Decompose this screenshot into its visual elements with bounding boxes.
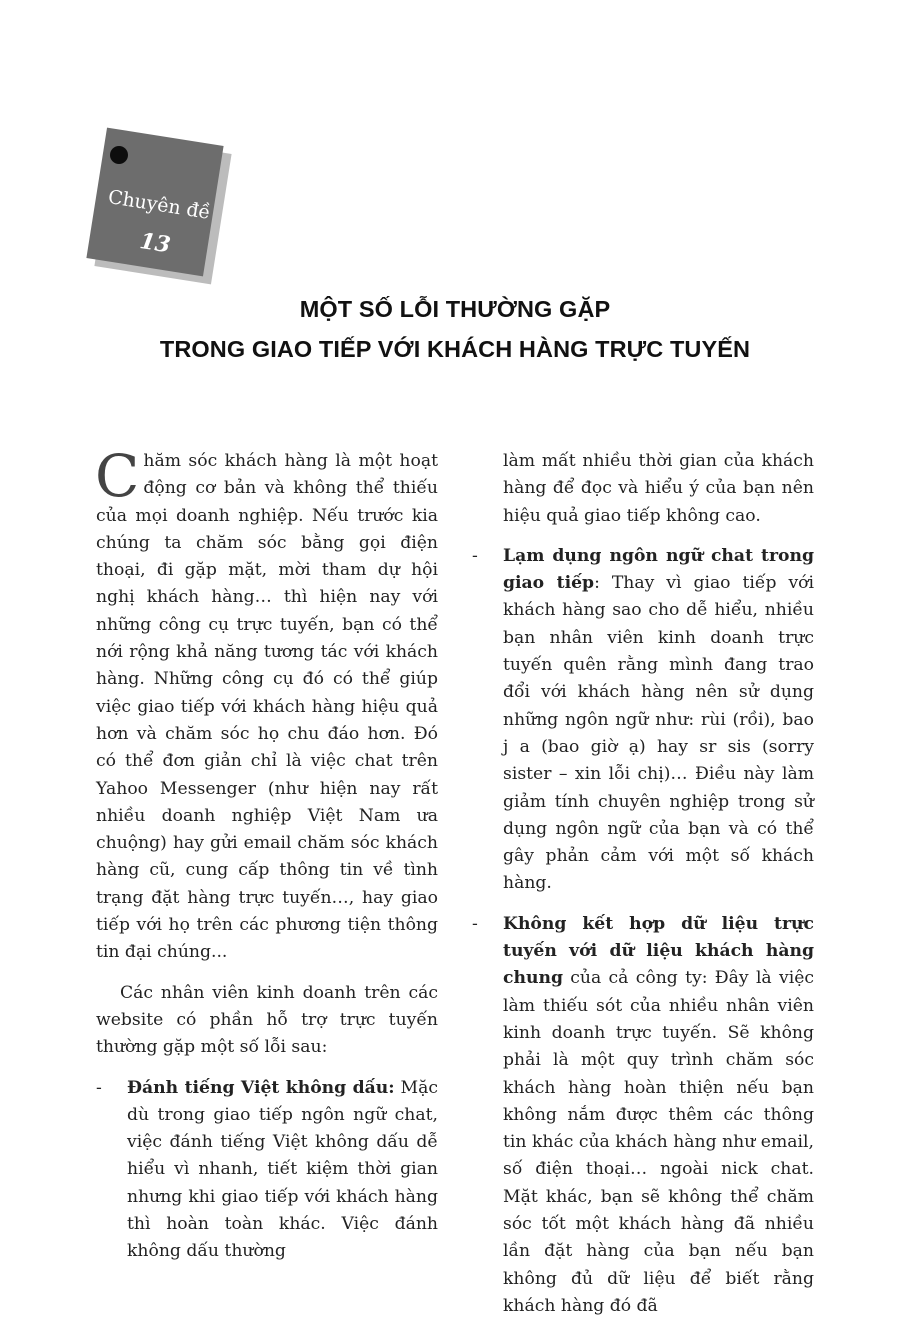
left-column: [95, 442, 438, 1279]
bullet-heading: Đánh tiếng Việt không dấu:: [127, 1077, 395, 1098]
bullet-text: : Thay vì giao tiếp với khách hàng sao cho dễ hiểu, nhiều bạn nhân viên kinh doanh trực tuyến quên rằng mình đang trao đổi với khách hàng nên sử dụng những ngôn ngữ như: rùi (rồi), bao j a (bao giờ ạ) hay sr sis (sorry sister – xin lỗi chị)… Điều này làm giảm tính chuyên nghiệp trong sử dụng ngôn ngữ của bạn và có thể gây phản cảm với một số khách hàng.: [503, 573, 814, 894]
bullet-dash: -: [96, 1077, 102, 1098]
bullet-text: của cả công ty: Đây là việc làm thiếu sót của nhiều nhân viên kinh doanh trực tuyến. Sẽ không phải là một quy trình chăm sóc khách hàng hoàn thiện nếu bạn không nắm được thêm các thông tin khác của khách hàng như email, số điện thoại… ngoài nick chat. Mặt khác, bạn sẽ không thể chăm sóc tốt một khách hàng đã nhiều lần đặt hàng của bạn nếu bạn không đủ dữ liệu để biết rằng khách hàng đó đã: [503, 968, 814, 1316]
intro-paragraph: [95, 442, 438, 967]
bullet-heading: Không kết hợp dữ liệu trực tuyến với dữ liệu khách hàng chung: [503, 913, 814, 989]
continued-text: làm mất nhiều thời gian của khách hàng để đọc và hiểu ý của bạn nên hiệu quả giao tiếp không cao.: [503, 451, 814, 526]
bullet-dash: -: [472, 913, 478, 934]
badge-number: 13: [137, 228, 173, 259]
bullet-text: Mặc dù trong giao tiếp ngôn ngữ chat, việc đánh tiếng Việt không dấu dễ hiểu vì nhanh, tiết kiệm thời gian nhưng khi giao tiếp với khách hàng thì hoàn toàn khác. Việc đánh không dấu thường: [127, 1077, 438, 1262]
intro-text: hăm sóc khách hàng là một hoạt động cơ bản và không thể thiếu của mọi doanh nghiệp. Nếu trước kia chúng ta chăm sóc bằng gọi điện thoại, đi gặp mặt, mời tham dự hội nghị khách hàng… thì hiện nay với những công cụ trực tuyến, bạn có thể nới rộng khả năng tương tác với khách hàng. Những công cụ đó có thể giúp việc giao tiếp với khách hàng hiệu quả hơn và chăm sóc họ chu đáo hơn. Đó có thể đơn giản chỉ là việc chat trên Yahoo Messenger (như hiện nay rất nhiều doanh nghiệp Việt Nam ưa chuộng) hay gửi email chăm sóc khách hàng cũ, cung cấp thông tin về tình trạng đặt hàng trực tuyến…, hay giao tiếp với họ trên các phương tiện thông tin đại chúng...: [96, 451, 438, 963]
right-column: [472, 448, 814, 1333]
page-title-line1: MỘT SỐ LỖI THƯỜNG GẶP: [299, 296, 611, 322]
bullet-item: [96, 1075, 438, 1266]
bullet-dash: -: [472, 545, 478, 566]
bullet-heading: Lạm dụng ngôn ngữ chat trong giao tiếp: [503, 545, 814, 594]
page-title-line2: TRONG GIAO TIẾP VỚI KHÁCH HÀNG TRỰC TUYẾN: [159, 336, 751, 362]
chapter-badge: [96, 136, 224, 276]
second-paragraph: Các nhân viên kinh doanh trên các website có phần hỗ trợ trực tuyến thường gặp một số lỗi sau:: [96, 982, 438, 1058]
pin-dot-icon: [110, 146, 128, 164]
bullet-item: [472, 911, 814, 1320]
badge-label: Chuyên đề: [106, 186, 212, 224]
bullet-item: [472, 543, 814, 898]
drop-cap: C: [95, 442, 140, 510]
